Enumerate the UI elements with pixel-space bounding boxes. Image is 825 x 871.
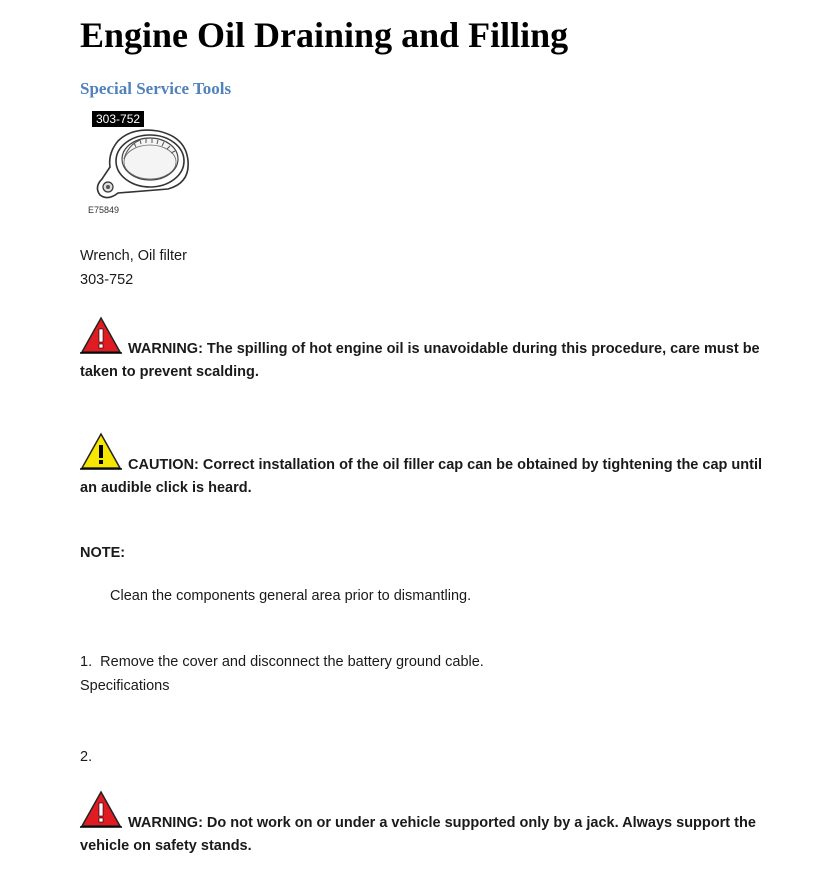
note-label: NOTE: <box>80 545 126 561</box>
step-number: 1. <box>80 654 93 670</box>
warning-text: WARNING: The spilling of hot engine oil is unavoidable during this procedure, care must be taken to prevent scalding. <box>80 341 760 380</box>
special-tools-heading: Special Service Tools <box>80 79 232 98</box>
caution-block-filler-cap <box>80 432 780 500</box>
step-1 <box>80 650 484 674</box>
oil-filter-wrench-figure <box>88 109 198 219</box>
step-number: 2. <box>80 749 93 765</box>
figure-code: E75849 <box>88 205 120 215</box>
caution-yellow-icon <box>80 432 122 470</box>
specifications-link[interactable]: Specifications <box>80 678 170 694</box>
caution-text: CAUTION: Correct installation of the oil filler cap can be obtained by tightening the cap until an audible click is heard. <box>80 457 763 496</box>
warning-text: WARNING: Do not work on or under a vehicle supported only by a jack. Always support the vehicle on safety stands. <box>80 815 756 854</box>
warning-block-jack <box>80 790 780 858</box>
oil-filter-wrench-icon <box>88 109 198 209</box>
note-body: Clean the components general area prior to dismantling. <box>110 588 472 604</box>
warning-red-icon <box>80 790 122 828</box>
tool-number: 303-752 <box>80 272 134 288</box>
step-text: Remove the cover and disconnect the battery ground cable. <box>100 654 484 670</box>
warning-block-scalding <box>80 316 780 384</box>
warning-red-icon <box>80 316 122 354</box>
tool-name: Wrench, Oil filter <box>80 248 187 264</box>
step-2 <box>80 745 92 769</box>
page-title: Engine Oil Draining and Filling <box>80 15 569 55</box>
tool-tag: 303-752 <box>92 111 144 127</box>
